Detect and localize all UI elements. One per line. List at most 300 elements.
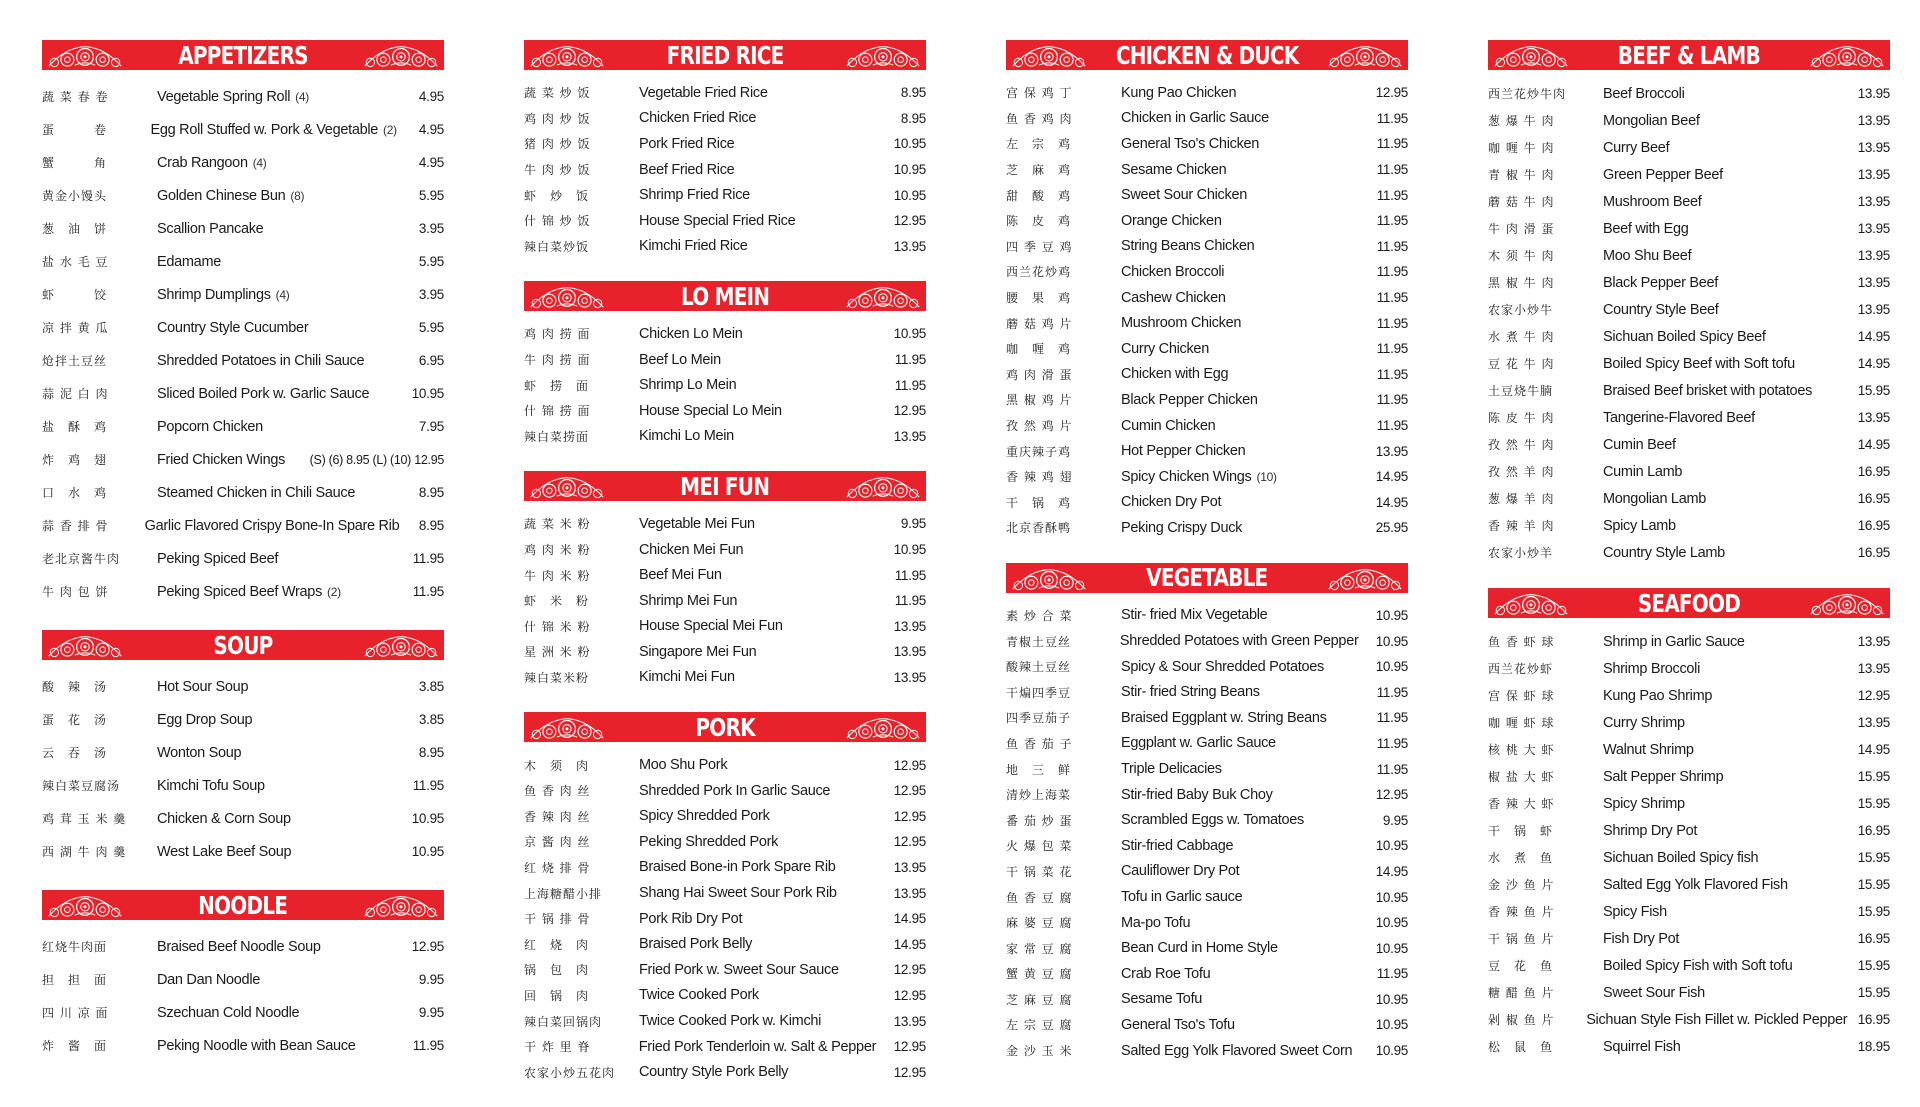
item-name-text: Braised Bone-in Pork Spare Rib [639,859,836,876]
section-title: VEGETABLE [1146,563,1268,593]
item-price: 8.95 [418,745,444,760]
menu-item [42,575,444,608]
item-english-name [1121,1043,1358,1059]
item-name-text: Cumin Chicken [1121,417,1216,434]
item-chinese-name: 宫 保 鸡 丁 [1006,86,1073,101]
item-english-name [157,386,394,402]
menu-item [1006,259,1408,285]
item-price: 13.95 [1857,194,1890,209]
menu-item [1488,844,1890,871]
menu-item [1006,234,1408,260]
item-name-text: Shrimp Lo Mein [639,377,737,394]
item-price: 12.95 [893,1039,926,1055]
item-english-name [1603,742,1840,758]
item-chinese-name: 鸡 茸 玉 米 羹 [42,812,127,826]
item-price: 11.95 [1376,110,1408,126]
item-price: 14.95 [1375,494,1408,510]
item-english-name [157,679,394,695]
item-english-name [1603,931,1840,947]
item-name-text: Country Style Lamb [1603,544,1725,561]
item-english-name [157,844,394,860]
menu-item [1488,350,1890,377]
item-chinese-name: 蔬 菜 炒 饭 [524,86,591,101]
item-price: 10.95 [1375,838,1408,854]
item-price: 10.95 [1375,659,1408,675]
item-price: 9.95 [900,516,926,532]
item-chinese-name: 左 宗 豆 腐 [1006,1018,1073,1033]
menu-item [1006,756,1408,782]
item-name-text: Kung Pao Shrimp [1603,687,1713,704]
item-price: 11.95 [412,551,444,566]
menu-item [1006,1038,1408,1064]
item-price: 13.95 [1857,410,1890,425]
item-english-name [1121,136,1358,152]
item-chinese-name: 松 鼠 鱼 [1488,1040,1554,1054]
item-chinese-name: 黑 椒 牛 肉 [1488,276,1555,290]
flower-ornament-icon [44,42,126,68]
item-english-name [639,428,876,444]
item-name-text: West Lake Beef Soup [157,843,292,860]
flower-ornament-icon [360,632,442,658]
item-chinese-name: 腰 果 鸡 [1006,291,1072,306]
item-price: 11.95 [894,593,926,609]
item-chinese-name: 云 吞 汤 [42,746,108,760]
item-chinese-name: 虾 捞 面 [524,378,590,393]
item-english-name [639,859,876,875]
item-price: 5.95 [418,320,444,335]
item-chinese-name: 担 担 面 [42,973,108,987]
menu-item [1006,387,1408,413]
item-chinese-name: 牛 肉 米 粉 [524,568,591,583]
item-english-name [1121,838,1358,854]
menu-item [1488,161,1890,188]
item-english-name [639,936,876,952]
item-english-name [639,834,876,850]
item-english-name [145,518,400,534]
item-name-text: Pork Rib Dry Pot [639,910,743,927]
menu-item [42,179,444,212]
item-english-name [639,136,876,152]
item-english-name [157,188,394,204]
menu-item [1006,628,1408,654]
menu-item [524,424,926,450]
menu-item [524,106,926,132]
item-name-text: Mushroom Beef [1603,193,1702,210]
item-chinese-name: 辣白菜捞面 [524,429,590,444]
item-name-text: Cumin Beef [1603,436,1676,453]
item-chinese-name: 陈 皮 鸡 [1006,214,1072,229]
item-name-text: Beef with Egg [1603,220,1689,237]
menu-item [1488,979,1890,1006]
item-name-text: Shrimp Dry Pot [1603,822,1698,839]
menu-section [42,630,444,868]
item-price: 12.95 [893,213,926,229]
item-chinese-name: 香 辣 鸡 翅 [1006,470,1073,485]
item-name-text: Tangerine-Flavored Beef [1603,409,1755,426]
menu-item [524,829,926,855]
menu-item [1006,961,1408,987]
item-chinese-name: 农家小炒五花肉 [524,1065,616,1080]
item-english-name [639,885,876,901]
item-price: 15.95 [1857,796,1890,811]
item-english-name [157,485,394,501]
item-chinese-name: 上海糖醋小排 [524,886,603,901]
item-english-name [1121,659,1358,675]
item-english-name [1603,715,1840,731]
item-name-text: Mushroom Chicken [1121,315,1242,332]
menu-item [524,537,926,563]
item-chinese-name: 干 锅 菜 花 [1006,864,1073,879]
item-chinese-name: 星 洲 米 粉 [524,645,591,660]
item-chinese-name: 什 锦 炒 饭 [524,214,591,229]
item-chinese-name: 香 辣 大 虾 [1488,797,1555,811]
item-english-name [1603,248,1840,264]
item-price: 16.95 [1857,518,1890,533]
item-price: 13.95 [1857,302,1890,317]
item-english-name [1603,850,1840,866]
menu-column-4 [1488,40,1890,1082]
item-name-text: Vegetable Mei Fun [639,515,755,532]
item-english-name [1121,735,1358,751]
item-name-text: Golden Chinese Bun [157,187,286,204]
item-english-name [1121,863,1358,879]
item-english-name [639,962,876,978]
menu-item [1006,654,1408,680]
item-name-text: Sichuan Style Fish Fillet w. Pickled Pepper [1586,1011,1848,1028]
item-chinese-name: 水 煮 牛 肉 [1488,330,1555,344]
item-chinese-name: 番 茄 炒 蛋 [1006,813,1073,828]
item-chinese-name: 豆 花 牛 肉 [1488,357,1555,371]
menu-item [42,311,444,344]
item-name-text: Fried Pork w. Sweet Sour Sauce [639,961,839,978]
item-name-text: Country Style Cucumber [157,319,309,336]
item-chinese-name: 北京香酥鸭 [1006,521,1072,536]
item-english-name [1603,410,1840,426]
item-english-name [639,669,876,685]
item-english-name [639,213,876,229]
item-price: 13.95 [893,428,926,444]
menu-item [42,996,444,1029]
item-quantity: (2) [327,584,341,599]
item-price: 4.95 [418,122,444,137]
item-name-text: Bean Curd in Home Style [1121,940,1278,957]
item-name-text: Sichuan Boiled Spicy fish [1603,849,1759,866]
menu-item [1006,705,1408,731]
item-chinese-name: 虾 饺 [42,288,108,302]
item-english-name [1603,688,1840,704]
menu-item [1488,682,1890,709]
item-name-text: Chicken Mei Fun [639,541,744,558]
item-name-text: Sweet Sour Fish [1603,984,1705,1001]
item-name-text: Moo Shu Pork [639,757,728,774]
item-chinese-name: 四 川 凉 面 [42,1006,109,1020]
item-quantity: (4) [295,89,309,104]
item-name-text: Stir- fried String Beans [1121,684,1260,701]
flower-ornament-icon [842,42,924,68]
item-price: 13.95 [1857,275,1890,290]
item-chinese-name: 重庆辣子鸡 [1006,444,1072,459]
item-price: 15.95 [1857,904,1890,919]
item-chinese-name: 干煸四季豆 [1006,685,1072,700]
item-name-text: House Special Lo Mein [639,402,782,419]
item-chinese-name: 宫 保 虾 球 [1488,689,1555,703]
item-name-text: Kimchi Tofu Soup [157,777,265,794]
section-banner [524,281,926,311]
item-chinese-name: 干 锅 虾 [1488,824,1554,838]
menu-section [524,712,926,1085]
item-price: 12.95 [893,783,926,799]
item-english-name [639,1039,876,1055]
item-chinese-name: 麻 婆 豆 腐 [1006,916,1073,931]
item-price: 10.95 [893,542,926,558]
item-english-name [1121,812,1358,828]
item-chinese-name: 炸 鸡 翅 [42,453,108,467]
item-english-name [1603,877,1840,893]
item-name-text: Mongolian Lamb [1603,490,1707,507]
item-name-text: Sliced Boiled Pork w. Garlic Sauce [157,385,370,402]
item-english-name [639,644,876,660]
flower-ornament-icon [526,283,608,309]
item-price: 11.95 [1376,710,1408,726]
item-chinese-name: 鱼 香 豆 腐 [1006,890,1073,905]
item-name-text: Beef Mei Fun [639,567,722,584]
item-name-text: Black Pepper Beef [1603,274,1718,291]
item-english-name [639,326,876,342]
flower-ornament-icon [1490,590,1572,616]
item-name-text: Hot Pepper Chicken [1121,443,1246,460]
item-name-text: Orange Chicken [1121,212,1222,229]
menu-item [1488,242,1890,269]
menu-item [1488,952,1890,979]
item-english-name [1121,418,1358,434]
item-name-text: Sesame Chicken [1121,161,1227,178]
item-name-text: Scrambled Eggs w. Tomatoes [1121,812,1304,829]
item-english-name [1121,940,1358,956]
item-english-name [157,1038,394,1054]
item-chinese-name: 干 炸 里 脊 [524,1040,591,1055]
item-name-text: Braised Beef brisket with potatoes [1603,382,1813,399]
item-price: 10.95 [893,162,926,178]
menu-item [524,511,926,537]
item-name-text: Country Style Beef [1603,301,1719,318]
item-english-name [639,1013,876,1029]
item-chinese-name: 锅 包 肉 [524,963,590,978]
item-name-text: Moo Shu Beef [1603,247,1692,264]
item-name-text: Stir-fried Baby Buk Choy [1121,786,1273,803]
flower-ornament-icon [842,283,924,309]
item-name-text: Egg Roll Stuffed w. Pork & Vegetable [150,121,379,138]
section-banner [42,630,444,660]
item-price: 10.95 [893,187,926,203]
item-english-name [1121,290,1358,306]
item-name-text: Beef Broccoli [1603,85,1685,102]
item-price: 3.95 [418,221,444,236]
menu-item [1006,679,1408,705]
item-chinese-name: 什 锦 米 粉 [524,619,591,634]
item-name-text: Twice Cooked Pork [639,987,759,1004]
item-chinese-name: 甜 酸 鸡 [1006,188,1072,203]
menu-item [1488,80,1890,107]
item-chinese-name: 蛋 花 汤 [42,713,108,727]
item-chinese-name: 牛 肉 炒 饭 [524,163,591,178]
item-chinese-name: 葱 爆 羊 肉 [1488,492,1555,506]
item-name-text: Salt Pepper Shrimp [1603,768,1724,785]
item-price: 11.95 [894,352,926,368]
item-name-text: Shang Hai Sweet Sour Pork Rib [639,885,837,902]
item-price: 4.95 [418,155,444,170]
item-name-text: Kimchi Mei Fun [639,669,735,686]
item-quantity: (10) [1256,469,1277,484]
item-price: 9.95 [1382,812,1408,828]
item-name-text: Crab Roe Tofu [1121,965,1211,982]
item-english-name [1603,958,1840,974]
menu-item [1488,107,1890,134]
item-price: 8.95 [418,518,444,533]
item-chinese-name: 陈 皮 牛 肉 [1488,411,1555,425]
item-english-name [1603,823,1840,839]
menu-item [524,855,926,881]
item-english-name [639,516,876,532]
menu-item [42,344,444,377]
menu-item [524,321,926,347]
item-price: 14.95 [893,936,926,952]
item-name-text: Spicy Chicken Wings [1121,468,1252,485]
item-price: 14.95 [893,911,926,927]
item-price: 6.95 [418,353,444,368]
item-chinese-name: 盐 酥 鸡 [42,420,108,434]
item-name-text: Fish Dry Pot [1603,930,1680,947]
item-chinese-name: 四 季 豆 鸡 [1006,239,1073,254]
section-banner [1488,588,1890,618]
item-chinese-name: 豆 花 鱼 [1488,959,1554,973]
menu-item [524,639,926,665]
menu-item [42,410,444,443]
menu-item [524,182,926,208]
menu-item [1488,709,1890,736]
menu-item [1488,269,1890,296]
menu-item [1006,603,1408,629]
section-title: PORK [695,712,755,742]
item-chinese-name: 干 锅 鱼 片 [1488,932,1555,946]
menu-column-3 [1006,40,1408,1085]
item-english-name [1603,769,1840,785]
menu-section [1006,40,1408,541]
item-price: 8.95 [900,110,926,126]
item-chinese-name: 红烧牛肉面 [42,940,108,954]
item-english-name [157,551,394,567]
item-name-text: Curry Shrimp [1603,714,1685,731]
item-english-name [639,110,876,126]
menu-item [524,398,926,424]
menu-item [1006,731,1408,757]
item-price: 10.95 [893,136,926,152]
menu-item [1006,157,1408,183]
item-price: 12.95 [893,808,926,824]
item-quantity: (4) [275,287,290,302]
item-chinese-name: 鸡 肉 滑 蛋 [1006,367,1073,382]
item-chinese-name: 核 桃 大 虾 [1488,743,1555,757]
item-chinese-name: 红 烧 肉 [524,937,590,952]
item-chinese-name: 四季豆茄子 [1006,711,1072,726]
item-price: 13.95 [1857,248,1890,263]
menu-item [1488,188,1890,215]
menu-item [524,931,926,957]
item-english-name [157,452,304,468]
item-price: 10.95 [1375,889,1408,905]
item-chinese-name: 孜 然 鸡 片 [1006,419,1073,434]
item-price: 16.95 [1857,545,1890,560]
item-chinese-name: 辣白菜炒饭 [524,239,590,254]
item-price: 11.95 [1376,162,1408,178]
flower-ornament-icon [360,42,442,68]
item-english-name [639,911,876,927]
menu-item [524,157,926,183]
flower-ornament-icon [842,714,924,740]
menu-item [524,208,926,234]
section-banner [1006,563,1408,593]
item-name-text: Peking Spiced Beef [157,550,279,567]
item-price: 13.95 [1857,634,1890,649]
menu-item [1488,628,1890,655]
item-name-text: Spicy Lamb [1603,517,1676,534]
item-name-text: Chicken & Corn Soup [157,810,291,827]
item-chinese-name: 木 须 牛 肉 [1488,249,1555,263]
item-price: 11.95 [1376,418,1408,434]
item-english-name [157,254,394,270]
item-english-name [1603,437,1840,453]
item-english-name [157,712,394,728]
menu-item [42,113,444,146]
item-english-name [639,987,876,1003]
item-price: 10.95 [1375,633,1408,649]
item-price: 13.95 [1857,86,1890,101]
menu-column-2 [524,40,926,1107]
item-chinese-name: 酸辣土豆丝 [1006,660,1072,675]
menu-item [42,835,444,868]
item-english-name [1121,966,1358,982]
menu-item [1006,833,1408,859]
menu-item [1488,871,1890,898]
item-chinese-name: 鱼 香 虾 球 [1488,635,1555,649]
item-english-name [1603,545,1840,561]
item-english-name [1121,85,1358,101]
item-english-name [1603,383,1840,399]
item-price: 11.95 [1376,761,1408,777]
item-name-text: Shredded Potatoes with Green Pepper [1119,633,1359,650]
item-english-name [1603,1039,1840,1055]
item-chinese-name: 青椒土豆丝 [1006,634,1072,649]
item-name-text: Hot Sour Soup [157,678,249,695]
item-name-text: Salted Egg Yolk Flavored Sweet Corn [1121,1042,1353,1059]
menu-item [524,347,926,373]
item-name-text: Cauliflower Dry Pot [1121,863,1240,880]
item-chinese-name: 西 湖 牛 肉 羹 [42,845,127,859]
item-english-name [1121,238,1358,254]
item-name-text: Spicy Shrimp [1603,795,1685,812]
item-name-text: Steamed Chicken in Chili Sauce [157,484,356,501]
item-english-name [1121,761,1358,777]
item-price: 5.95 [418,254,444,269]
item-chinese-name: 木 须 肉 [524,758,590,773]
item-name-text: Boiled Spicy Fish with Soft tofu [1603,957,1793,974]
menu-item [1488,925,1890,952]
menu-section [1488,588,1890,1060]
item-english-name [639,162,876,178]
item-chinese-name: 椒 盐 大 虾 [1488,770,1555,784]
menu-item [1006,782,1408,808]
item-english-name [639,403,876,419]
item-price: 13.95 [1857,140,1890,155]
